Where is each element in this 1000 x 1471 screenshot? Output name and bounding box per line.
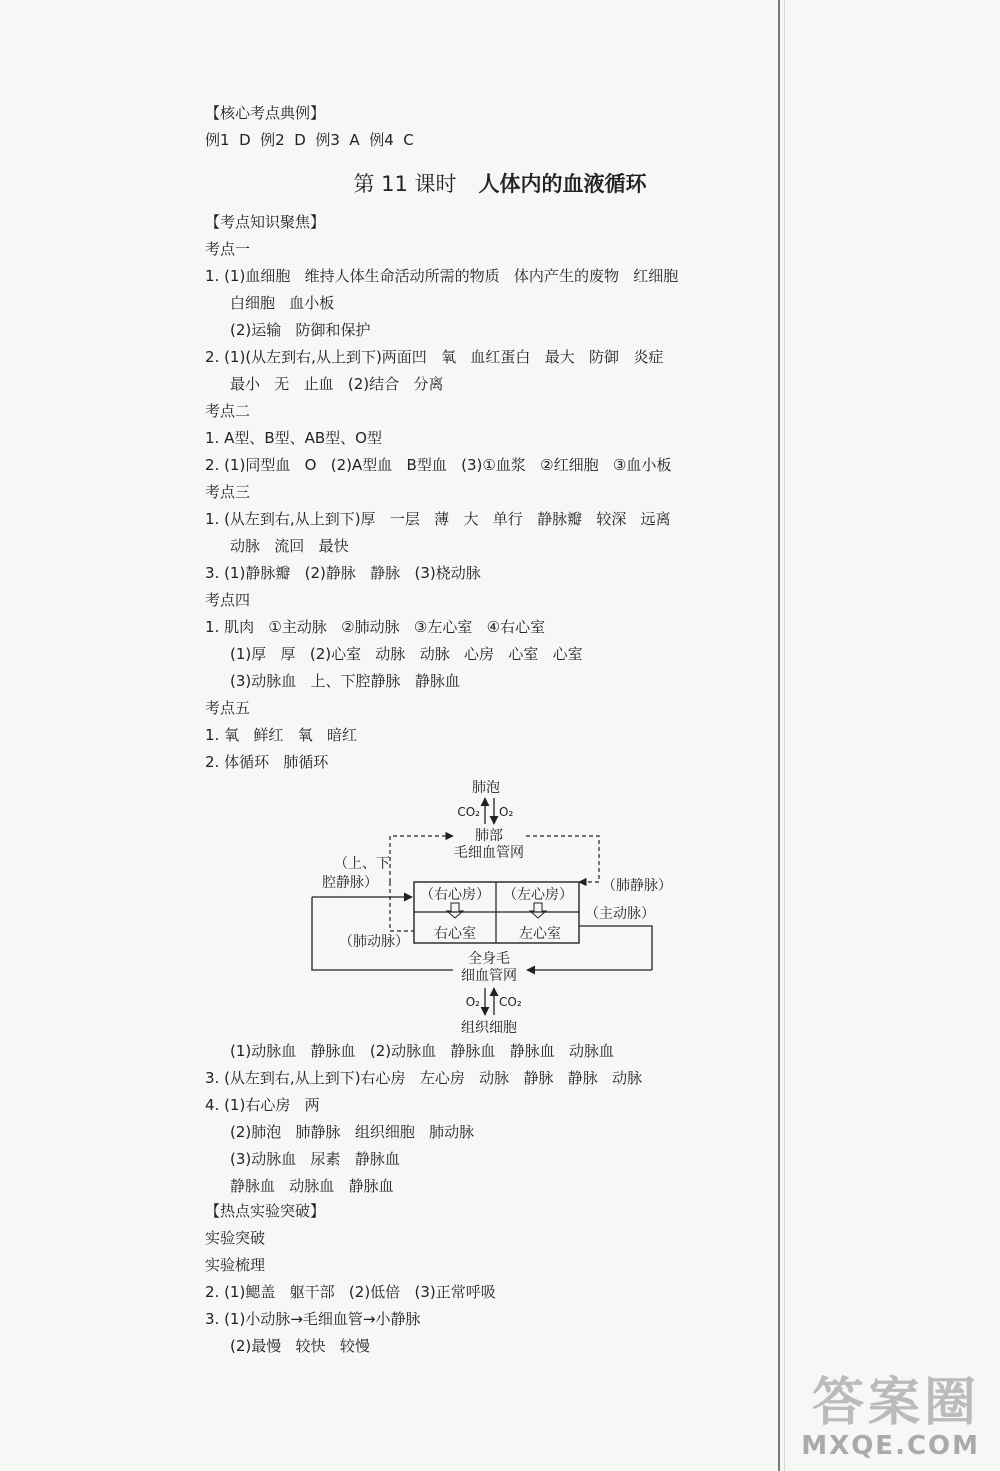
answer-line: 1. (1)血细胞 维持人体生命活动所需的物质 体内产生的废物 红细胞 (205, 267, 679, 285)
lesson-title (0, 172, 1000, 196)
watermark-url: MXQE.COM (801, 1431, 980, 1461)
lesson-number: 第 11 课时 (353, 172, 457, 196)
lesson-topic: 人体内的血液循环 (478, 172, 647, 196)
answer-line: 4. (1)右心房 两 (205, 1096, 320, 1114)
heart-box (414, 882, 579, 943)
answer-line: 1. 肌肉 ①主动脉 ②肺动脉 ③左心室 ④右心室 (205, 618, 546, 636)
page-gutter-line (778, 0, 780, 1471)
pulmonary-vein-path (526, 836, 599, 882)
pulmonary-vein-label: （肺静脉） (602, 878, 672, 894)
vena-cava-label-2: 腔静脉） (322, 875, 378, 891)
answer-line: 【热点实验突破】 (205, 1202, 326, 1220)
answer-line: 实验梳理 (205, 1256, 266, 1274)
left-valve-arrow-icon (530, 903, 546, 918)
aorta-path (579, 926, 652, 970)
answer-line: (2)最慢 较快 较慢 (230, 1337, 370, 1355)
answer-line: 1. (从左到右,从上到下)厚 一层 薄 大 单行 静脉瓣 较深 远离 (205, 510, 671, 528)
aorta-label: （主动脉） (585, 906, 655, 922)
co2-top-label: CO₂ (457, 805, 480, 819)
answer-line: 2. (1)鳃盖 躯干部 (2)低倍 (3)正常呼吸 (205, 1283, 496, 1301)
answer-line: (3)动脉血 上、下腔静脉 静脉血 (230, 672, 460, 690)
answer-line: 1. 氧 鲜红 氧 暗红 (205, 726, 357, 744)
right-atrium-label: （右心房） (420, 887, 490, 903)
answer-line: 3. (1)静脉瓣 (2)静脉 静脉 (3)桡动脉 (205, 564, 481, 582)
answer-line: 【核心考点典例】 (205, 104, 326, 122)
watermark (801, 1375, 980, 1461)
answer-line: 考点一 (205, 240, 251, 258)
alveoli-label: 肺泡 (472, 780, 500, 796)
answer-line: 例1 D 例2 D 例3 A 例4 C (205, 131, 414, 149)
body-capillary-label-2: 细血管网 (461, 968, 517, 984)
pulmonary-artery-path-top (390, 836, 453, 882)
answer-line: 静脉血 动脉血 静脉血 (230, 1177, 394, 1195)
tissue-cells-label: 组织细胞 (461, 1020, 517, 1036)
pulmonary-artery-label: （肺动脉） (339, 934, 409, 950)
co2-bottom-label: CO₂ (499, 995, 522, 1009)
answer-line: 2. (1)(从左到右,从上到下)两面凹 氧 血红蛋白 最大 防御 炎症 (205, 348, 664, 366)
answer-line: 白细胞 血小板 (230, 294, 335, 312)
answer-line: 3. (1)小动脉→毛细血管→小静脉 (205, 1310, 421, 1328)
answer-line: 考点四 (205, 591, 251, 609)
answer-line: (2)肺泡 肺静脉 组织细胞 肺动脉 (230, 1123, 475, 1141)
answer-line: 1. A型、B型、AB型、O型 (205, 429, 382, 447)
right-valve-arrow-icon (447, 903, 463, 918)
right-ventricle-label: 右心室 (434, 926, 476, 942)
answer-line: 考点五 (205, 699, 251, 717)
answer-line: 2. 体循环 肺循环 (205, 753, 329, 771)
left-atrium-label: （左心房） (503, 887, 573, 903)
answer-line: 考点二 (205, 402, 251, 420)
answer-line: (1)动脉血 静脉血 (2)动脉血 静脉血 静脉血 动脉血 (230, 1042, 615, 1060)
answer-line: 2. (1)同型血 O (2)A型血 B型血 (3)①血浆 ②红细胞 ③血小板 (205, 456, 672, 474)
answer-line: 实验突破 (205, 1229, 266, 1247)
answer-line: 最小 无 止血 (2)结合 分离 (230, 375, 444, 393)
o2-bottom-label: O₂ (465, 995, 480, 1009)
answer-line: 3. (从左到右,从上到下)右心房 左心房 动脉 静脉 静脉 动脉 (205, 1069, 643, 1087)
answer-line: (1)厚 厚 (2)心室 动脉 动脉 心房 心室 心室 (230, 645, 583, 663)
lung-capillary-label-2: 毛细血管网 (454, 845, 524, 861)
left-ventricle-label: 左心室 (519, 926, 561, 942)
watermark-logo-text: 答案圈 (811, 1373, 980, 1433)
answer-line: (2)运输 防御和保护 (230, 321, 371, 339)
answer-line: 【考点知识聚焦】 (205, 213, 326, 231)
answer-line: 动脉 流回 最快 (230, 537, 349, 555)
body-capillary-label-1: 全身毛 (468, 951, 510, 967)
answer-line: (3)动脉血 尿素 静脉血 (230, 1150, 400, 1168)
o2-top-label: O₂ (499, 805, 514, 819)
lung-capillary-label-1: 肺部 (475, 828, 503, 844)
page-gutter-shadow (784, 0, 785, 1471)
vena-cava-label-1: （上、下 (334, 856, 390, 872)
answer-line: 考点三 (205, 483, 251, 501)
vena-cava-path (312, 897, 453, 970)
